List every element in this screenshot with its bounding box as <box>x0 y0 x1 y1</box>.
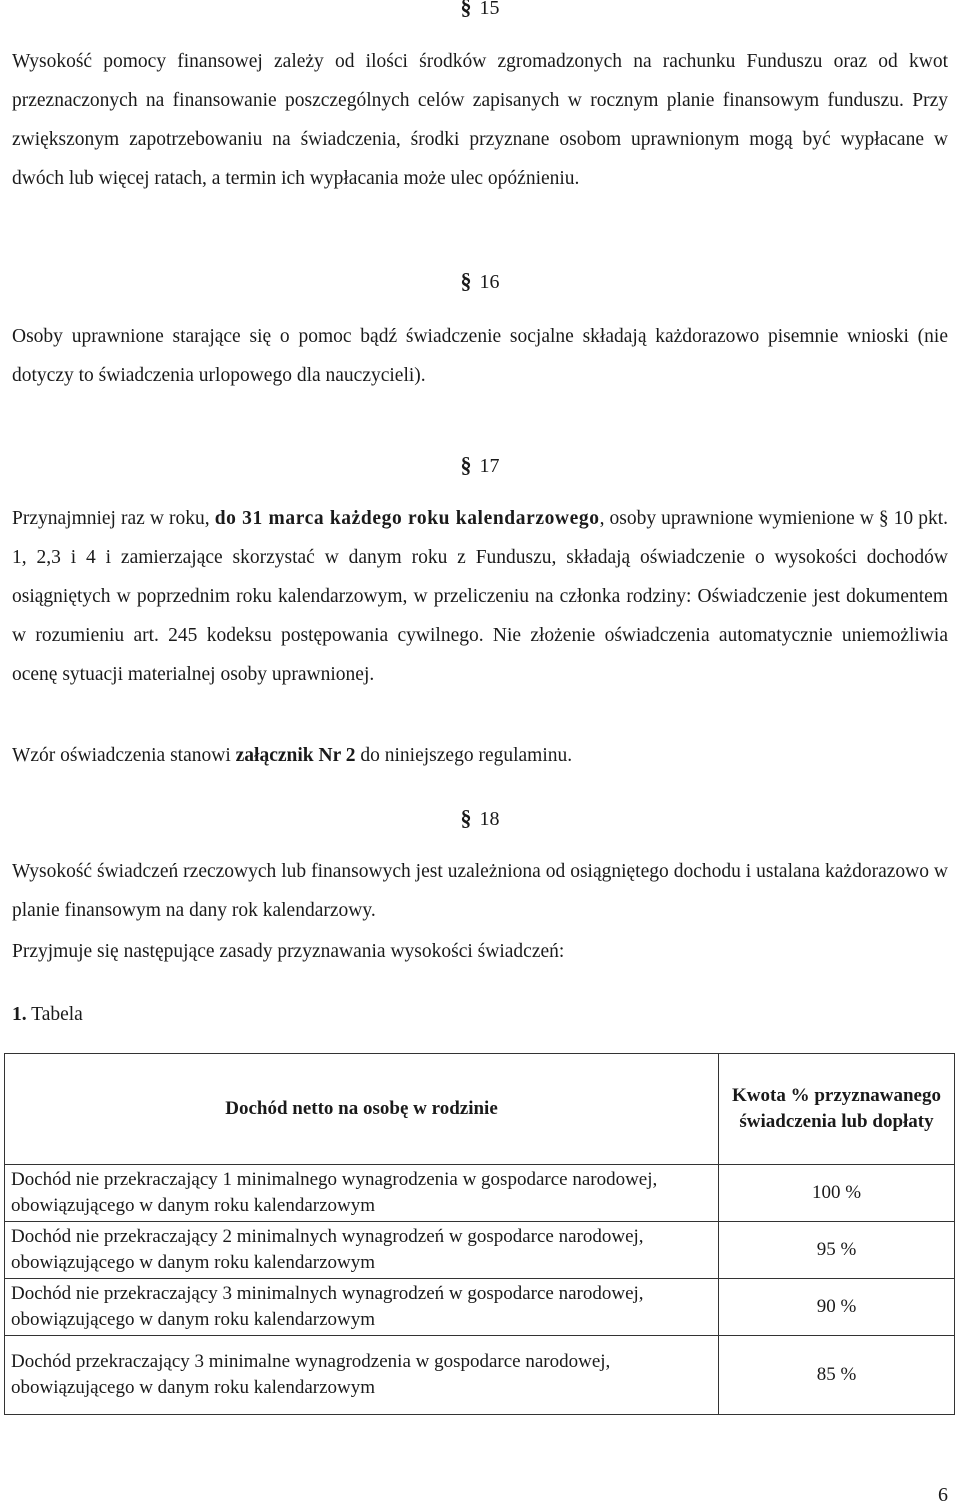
header-income: Dochód netto na osobę w rodzinie <box>5 1054 719 1165</box>
benefit-percent: 95 % <box>719 1222 955 1279</box>
section-symbol: § <box>460 805 472 830</box>
section-17-text <box>12 499 948 694</box>
text-fragment: Przynajmniej raz w roku, <box>12 508 215 529</box>
header-amount: Kwota % przyznawanego świadczenia lub dopłaty <box>719 1054 955 1165</box>
table-label <box>12 1000 83 1030</box>
section-number: 18 <box>479 808 500 830</box>
section-16-text: Osoby uprawnione starające się o pomoc bądź świadczenie socjalne składają każdorazowo pisemnie wnioski (nie dotyczy to świadczenia urlopowego dla nauczycieli). <box>12 326 948 386</box>
income-threshold: Dochód nie przekraczający 1 minimalnego wynagrodzenia w gospodarce narodowej, obowiązującego w danym roku kalendarzowym <box>5 1165 719 1222</box>
table-row <box>5 1222 955 1279</box>
table-row <box>5 1279 955 1336</box>
section-18-text: Wysokość świadczeń rzeczowych lub finansowych jest uzależniona od osiągniętego dochodu i ustalana każdorazowo w planie finansowym na dany rok kalendarzowy. <box>12 861 948 921</box>
page-number: 6 <box>938 1484 948 1506</box>
table-label-number: 1. <box>12 1004 27 1025</box>
section-symbol: § <box>460 0 472 19</box>
section-17-template-note <box>12 736 948 775</box>
attachment-reference: załącznik Nr 2 <box>235 745 356 766</box>
benefit-percent: 90 % <box>719 1279 955 1336</box>
text-fragment: , osoby uprawnione wymienione w <box>599 508 879 529</box>
deadline-bold: do 31 marca każdego roku kalendarzowego <box>214 508 600 529</box>
section-18-heading <box>0 805 960 831</box>
section-15-text: Wysokość pomocy finansowej zależy od ilości środków zgromadzonych na rachunku Funduszu oraz od kwot przeznaczonych na finansowanie poszczególnych celów zapisanych w rocznym planie finansowym funduszu. Przy zwiększonym zapotrzebowaniu na świadczenia, środki przyznane osobom uprawnionym mogą być wypłacane w dwóch lub więcej ratach, a termin ich wypłacania może ulec opóźnieniu. <box>12 51 948 189</box>
section-number: 15 <box>479 0 500 19</box>
section-18-rules-intro: Przyjmuje się następujące zasady przyznawania wysokości świadczeń: <box>12 941 565 962</box>
benefit-percent: 85 % <box>719 1336 955 1415</box>
income-threshold: Dochód nie przekraczający 3 minimalnych wynagrodzeń w gospodarce narodowej, obowiązującego w danym roku kalendarzowym <box>5 1279 719 1336</box>
section-number: 16 <box>479 271 500 293</box>
table-label-text: Tabela <box>26 1004 83 1025</box>
table-header-row <box>5 1054 955 1165</box>
income-table <box>4 1053 955 1415</box>
table-row <box>5 1336 955 1415</box>
section-17-heading <box>0 452 960 478</box>
section-symbol: § <box>460 452 472 477</box>
benefit-percent: 100 % <box>719 1165 955 1222</box>
section-15-heading <box>0 0 960 20</box>
section-16-heading <box>0 268 960 294</box>
table-row <box>5 1165 955 1222</box>
text-fragment: Wzór oświadczenia stanowi <box>12 745 236 766</box>
income-threshold: Dochód przekraczający 3 minimalne wynagrodzenia w gospodarce narodowej, obowiązującego w danym roku kalendarzowym <box>5 1336 719 1415</box>
section-number: 17 <box>479 455 500 477</box>
text-fragment: do niniejszego regulaminu. <box>355 745 573 766</box>
section-symbol: § <box>460 268 472 293</box>
inline-section-symbol: § <box>878 508 889 529</box>
text-fragment: 10 pkt. 1, 2,3 i 4 i zamierzające skorzystać w danym roku z Funduszu, składają oświadczenie o wysokości dochodów osiągniętych w poprzednim roku kalendarzowym, w przeliczeniu na członka rodziny: Oświadczenie jest dokumentem w rozumieniu art. 245 kodeksu postępowania cywilnego. Nie złożenie oświadczenia automatycznie uniemożliwia ocenę sytuacji materialnej osoby uprawnionej. <box>12 508 949 685</box>
income-threshold: Dochód nie przekraczający 2 minimalnych wynagrodzeń w gospodarce narodowej, obowiązującego w danym roku kalendarzowym <box>5 1222 719 1279</box>
